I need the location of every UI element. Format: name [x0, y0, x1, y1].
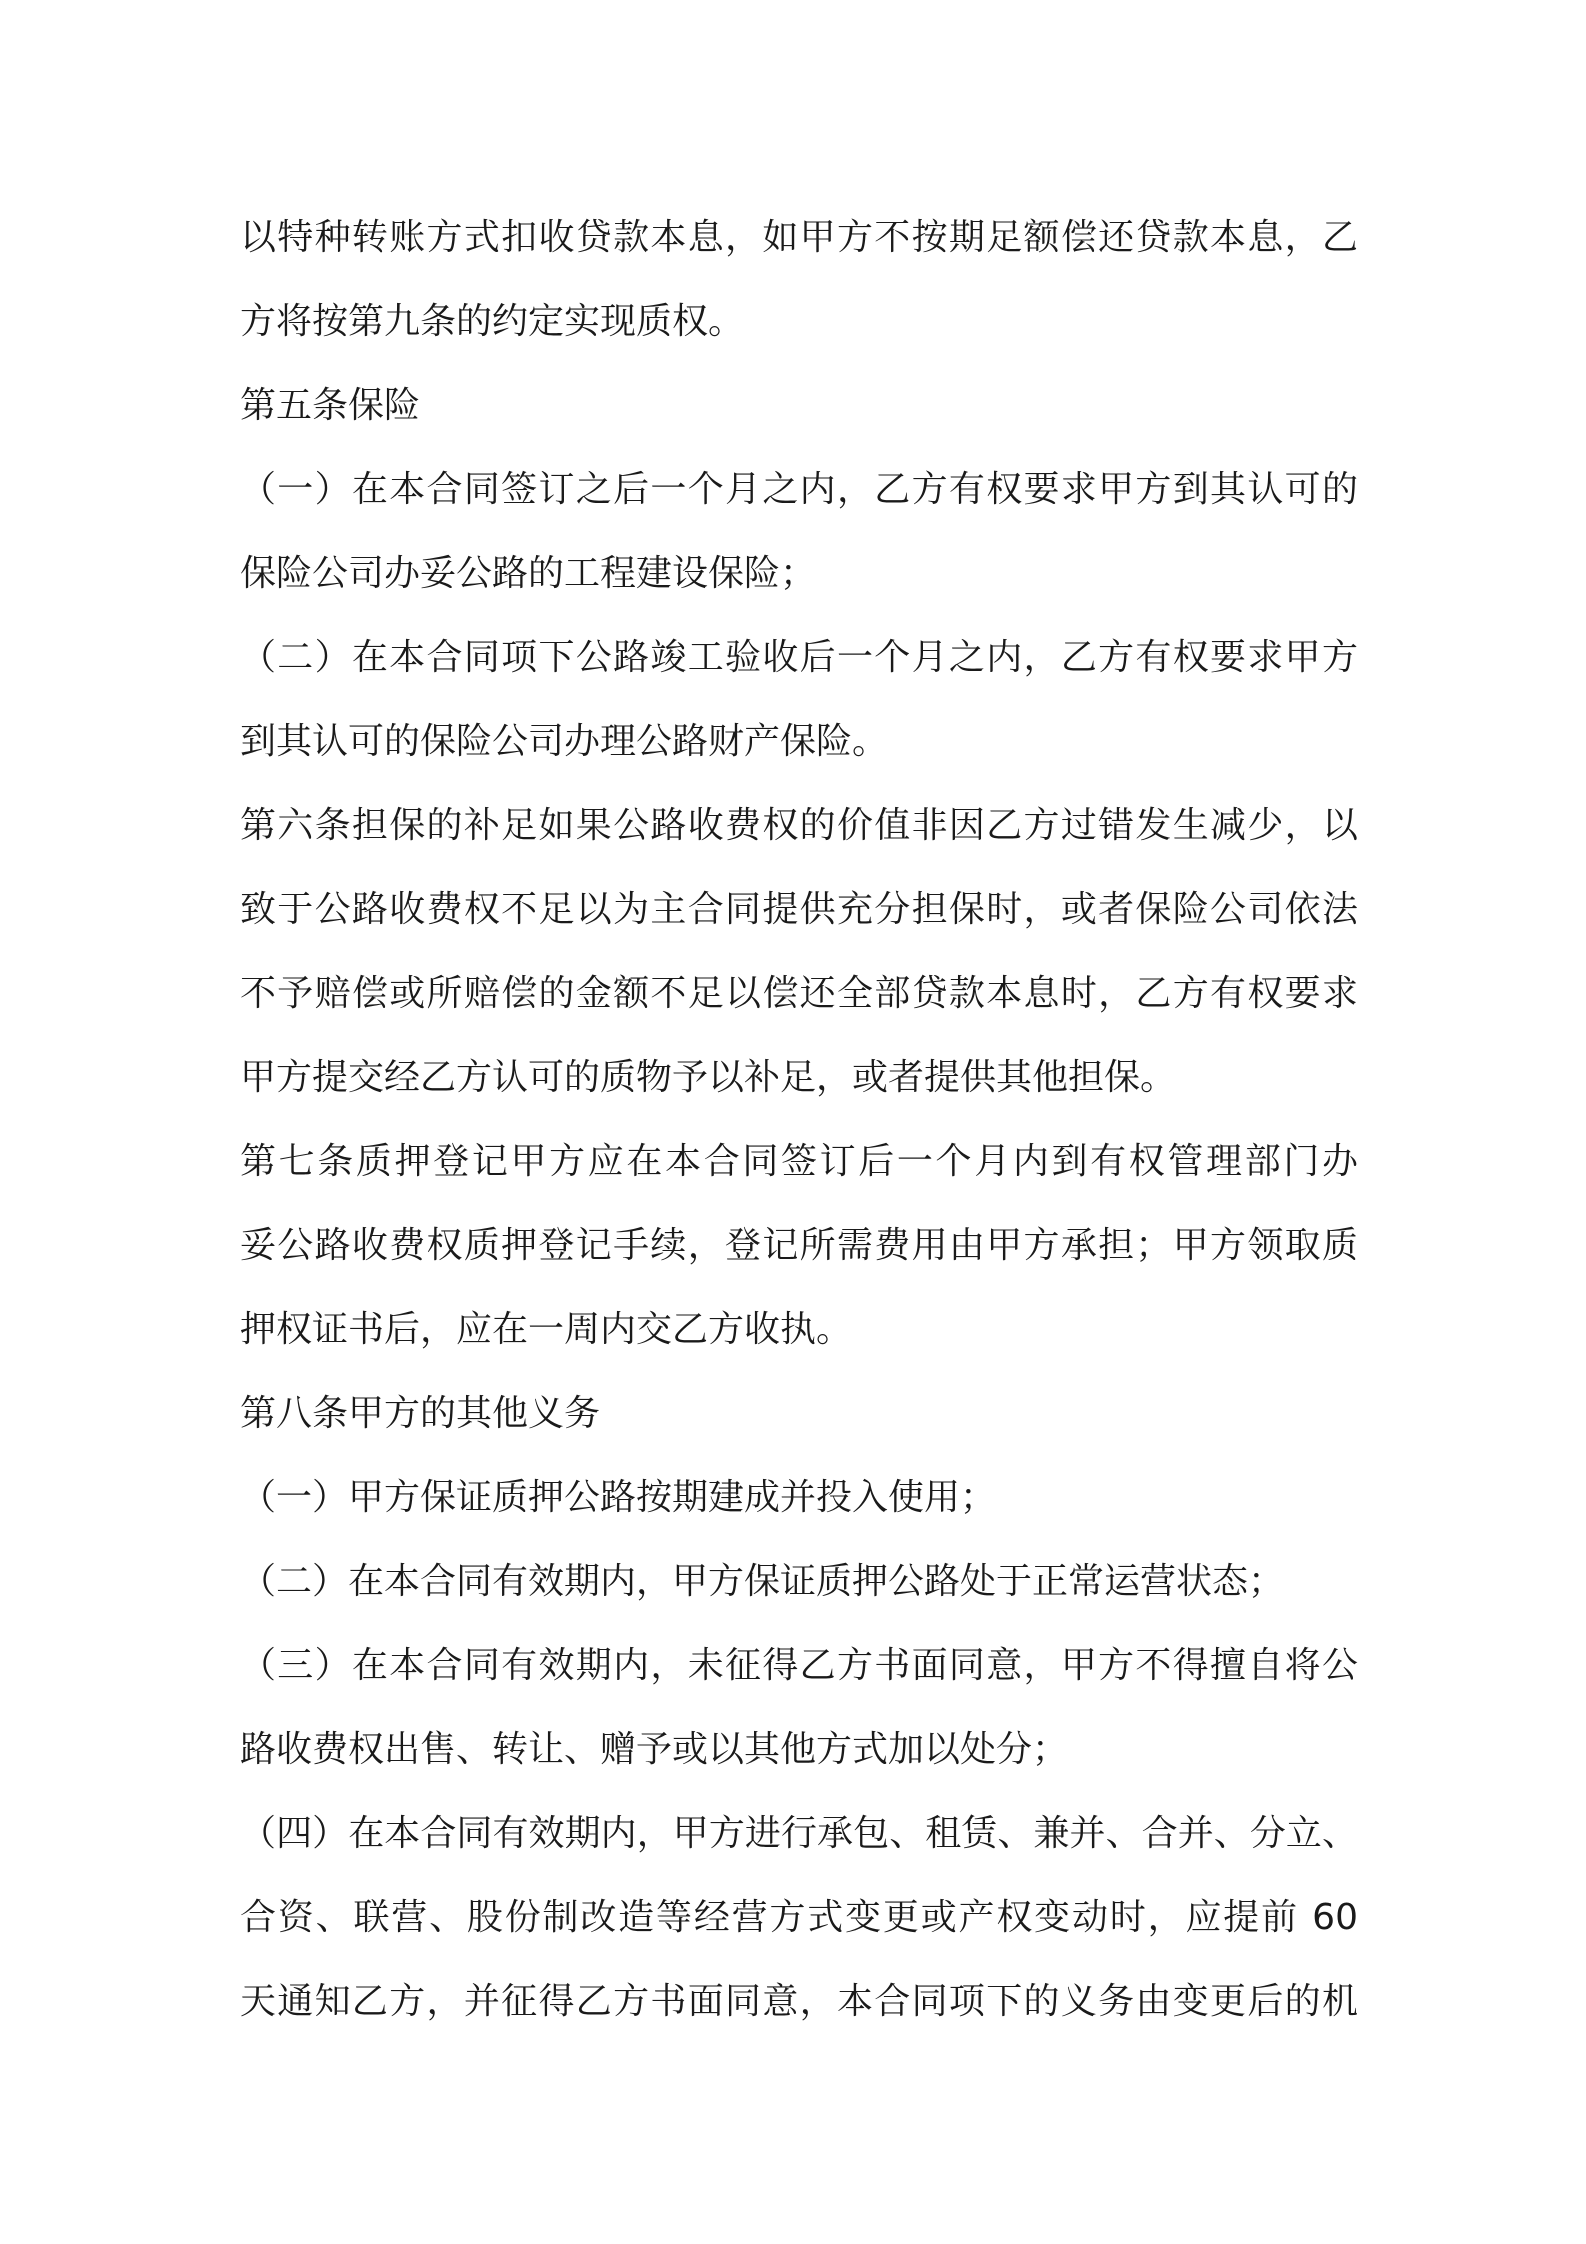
text-line-7: 到其认可的保险公司办理公路财产保险。: [240, 721, 889, 762]
text-line-11: 甲方提交经乙方认可的质物予以补足，或者提供其他担保。: [240, 1057, 1177, 1098]
text-line-21: 合资、联营、股份制改造等经营方式变更或产权变动时，应提前 60: [240, 1897, 1358, 1938]
section-heading-article-8: 第八条甲方的其他义务: [240, 1393, 601, 1434]
text-line-17: （二）在本合同有效期内，甲方保证质押公路处于正常运营状态；: [240, 1561, 1285, 1602]
text-line-20: （四）在本合同有效期内，甲方进行承包、租赁、兼并、合并、分立、: [240, 1813, 1358, 1854]
text-line-1: 以特种转账方式扣收贷款本息，如甲方不按期足额偿还贷款本息，乙: [240, 217, 1358, 258]
text-line-12: 第七条质押登记甲方应在本合同签订后一个月内到有权管理部门办: [240, 1141, 1358, 1182]
section-heading-article-5: 第五条保险: [240, 385, 421, 426]
text-line-13: 妥公路收费权质押登记手续，登记所需费用由甲方承担；甲方领取质: [240, 1225, 1358, 1266]
text-line-16: （一）甲方保证质押公路按期建成并投入使用；: [240, 1477, 997, 1518]
document-body: [240, 196, 1358, 2044]
text-line-5: 保险公司办妥公路的工程建设保险；: [240, 553, 817, 594]
text-line-10: 不予赔偿或所赔偿的金额不足以偿还全部贷款本息时，乙方有权要求: [240, 973, 1358, 1014]
text-line-9: 致于公路收费权不足以为主合同提供充分担保时，或者保险公司依法: [240, 889, 1358, 930]
text-line-2: 方将按第九条的约定实现质权。: [240, 301, 745, 342]
text-line-19: 路收费权出售、转让、赠予或以其他方式加以处分；: [240, 1729, 1069, 1770]
text-line-18: （三）在本合同有效期内，未征得乙方书面同意，甲方不得擅自将公: [240, 1645, 1358, 1686]
text-line-14: 押权证书后，应在一周内交乙方收执。: [240, 1309, 853, 1350]
text-line-8: 第六条担保的补足如果公路收费权的价值非因乙方过错发生减少，以: [240, 805, 1358, 846]
text-line-4: （一）在本合同签订之后一个月之内，乙方有权要求甲方到其认可的: [240, 469, 1358, 510]
text-line-6: （二）在本合同项下公路竣工验收后一个月之内，乙方有权要求甲方: [240, 637, 1358, 678]
text-line-22: 天通知乙方，并征得乙方书面同意，本合同项下的义务由变更后的机: [240, 1981, 1358, 2022]
